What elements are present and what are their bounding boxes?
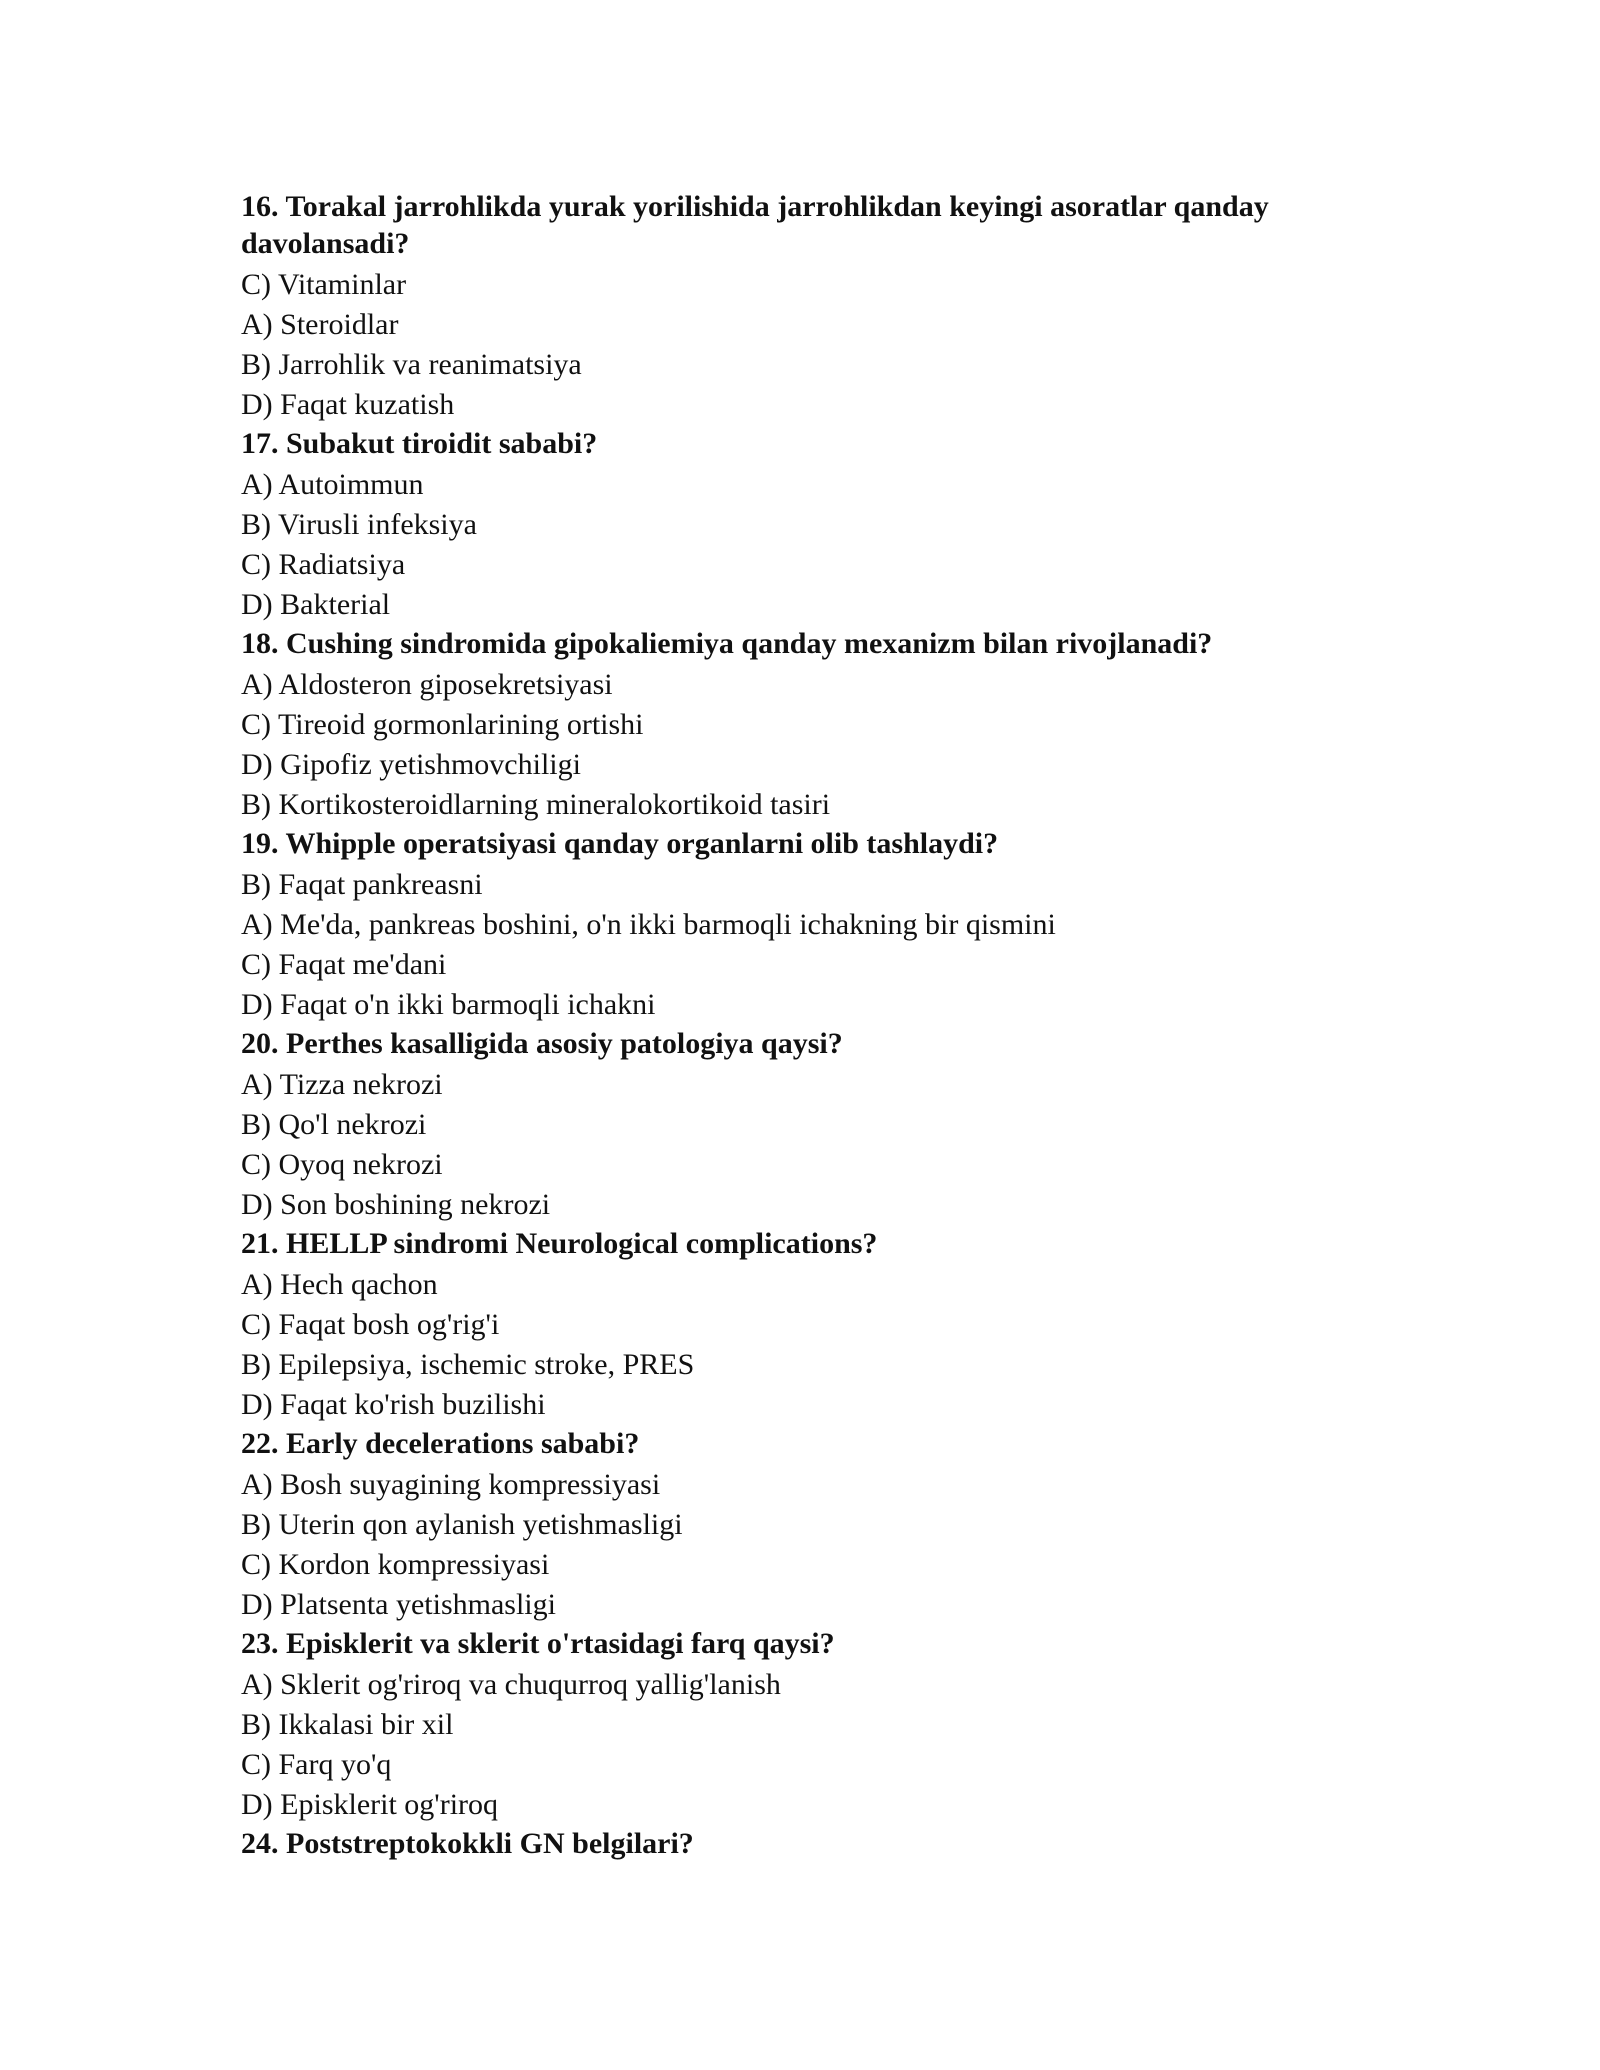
answer-option: C) Vitaminlar (241, 268, 407, 301)
question-title: 20. Perthes kasalligida asosiy patologiya qaysi? (241, 1027, 843, 1060)
answer-option: C) Kordon kompressiyasi (241, 1548, 550, 1581)
answer-option: A) Hech qachon (241, 1268, 438, 1301)
question-title: 23. Episklerit va sklerit o'rtasidagi farq qaysi? (241, 1627, 835, 1660)
answer-option: D) Gipofiz yetishmovchiligi (241, 748, 581, 781)
question-title: 16. Torakal jarrohlikda yurak yorilishida jarrohlikdan keyingi asoratlar qanday davolansadi? (241, 190, 1269, 260)
question-19 (241, 825, 1361, 1025)
answer-option: B) Kortikosteroidlarning mineralokortikoid tasiri (241, 788, 831, 821)
question-title: 21. HELLP sindromi Neurological complications? (241, 1227, 878, 1260)
answer-option: A) Sklerit og'riroq va chuqurroq yallig'lanish (241, 1668, 781, 1701)
answer-option: B) Faqat pankreasni (241, 868, 483, 901)
answer-option: C) Faqat bosh og'rig'i (241, 1308, 500, 1341)
answer-option: B) Qo'l nekrozi (241, 1108, 427, 1141)
question-24 (241, 1825, 1361, 1862)
answer-option: D) Episklerit og'riroq (241, 1788, 499, 1821)
answer-option: C) Faqat me'dani (241, 948, 447, 981)
question-22 (241, 1425, 1361, 1625)
answer-option: C) Radiatsiya (241, 548, 406, 581)
answer-option: D) Bakterial (241, 588, 391, 621)
answer-option: B) Jarrohlik va reanimatsiya (241, 348, 582, 381)
answer-option: C) Oyoq nekrozi (241, 1148, 443, 1181)
answer-option: B) Uterin qon aylanish yetishmasligi (241, 1508, 683, 1541)
answer-option: D) Faqat o'n ikki barmoqli ichakni (241, 988, 656, 1021)
answer-option: C) Tireoid gormonlarining ortishi (241, 708, 644, 741)
answer-option: B) Virusli infeksiya (241, 508, 477, 541)
question-17 (241, 425, 1361, 625)
answer-option: A) Bosh suyagining kompressiyasi (241, 1468, 661, 1501)
answer-option: A) Tizza nekrozi (241, 1068, 443, 1101)
answer-option: A) Steroidlar (241, 308, 399, 341)
question-title: 17. Subakut tiroidit sababi? (241, 427, 598, 460)
answer-option: B) Epilepsiya, ischemic stroke, PRES (241, 1348, 695, 1381)
answer-option: D) Faqat ko'rish buzilishi (241, 1388, 546, 1421)
answer-option: D) Platsenta yetishmasligi (241, 1588, 556, 1621)
answer-option: D) Son boshining nekrozi (241, 1188, 551, 1221)
answer-option: A) Aldosteron giposekretsiyasi (241, 668, 613, 701)
answer-option: A) Autoimmun (241, 468, 424, 501)
question-title: 19. Whipple operatsiyasi qanday organlarni olib tashlaydi? (241, 827, 999, 860)
question-list (241, 188, 1361, 1862)
question-title: 22. Early decelerations sababi? (241, 1427, 640, 1460)
question-21 (241, 1225, 1361, 1425)
answer-option: A) Me'da, pankreas boshini, o'n ikki barmoqli ichakning bir qismini (241, 908, 1056, 941)
question-23 (241, 1625, 1361, 1825)
question-18 (241, 625, 1361, 825)
question-16 (241, 188, 1361, 425)
answer-option: D) Faqat kuzatish (241, 388, 455, 421)
answer-option: B) Ikkalasi bir xil (241, 1708, 454, 1741)
question-title: 24. Poststreptokokkli GN belgilari? (241, 1827, 694, 1860)
question-title: 18. Cushing sindromida gipokaliemiya qanday mexanizm bilan rivojlanadi? (241, 627, 1213, 660)
answer-option: C) Farq yo'q (241, 1748, 392, 1781)
question-20 (241, 1025, 1361, 1225)
